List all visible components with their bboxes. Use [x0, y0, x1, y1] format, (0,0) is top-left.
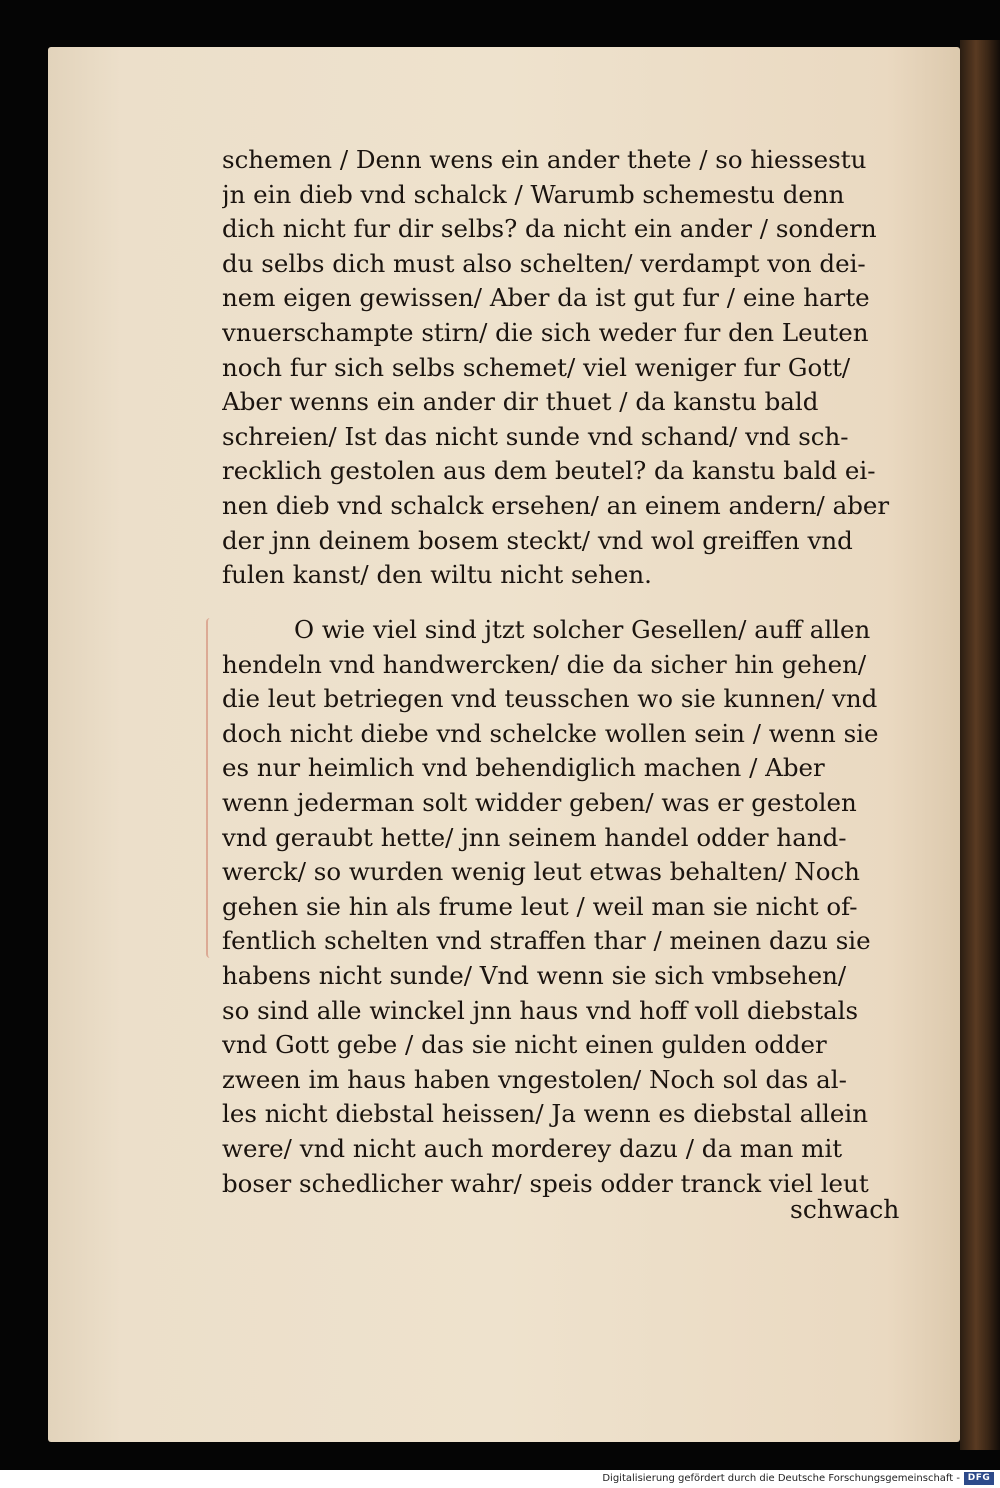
text-line: wenn jederman solt widder geben/ was er gestolen	[222, 787, 857, 817]
text-line: schreien/ Ist das nicht sunde vnd schand/ vnd sch-	[222, 421, 849, 451]
text-line: Aber wenns ein ander dir thuet / da kanstu bald	[222, 387, 819, 417]
text-line: fulen kanst/ den wiltu nicht sehen.	[222, 560, 652, 590]
paragraph-2	[222, 613, 922, 1201]
text-line: doch nicht diebe vnd schelcke wollen sein / wenn sie	[222, 718, 879, 748]
text-line: recklich gestolen aus dem beutel? da kanstu bald ei-	[222, 456, 876, 486]
paragraph-1	[222, 143, 922, 593]
text-line: vnd geraubt hette/ jnn seinem handel odder hand-	[222, 822, 847, 852]
text-line: were/ vnd nicht auch morderey dazu / da man mit	[222, 1133, 843, 1163]
catchword: schwach	[790, 1195, 900, 1224]
text-line: werck/ so wurden wenig leut etwas behalten/ Noch	[222, 857, 860, 887]
text-line: nen dieb vnd schalck ersehen/ an einem andern/ aber	[222, 490, 890, 520]
text-line: so sind alle winckel jnn haus vnd hoff voll diebstals	[222, 995, 859, 1025]
text-line: der jnn deinem bosem steckt/ vnd wol greiffen vnd	[222, 525, 853, 555]
text-line: schemen / Denn wens ein ander thete / so hiessestu	[222, 145, 867, 174]
text-line: habens nicht sunde/ Vnd wenn sie sich vmbsehen/	[222, 960, 847, 990]
footer-bar	[0, 1470, 1000, 1488]
text-line: gehen sie hin als frume leut / weil man sie nicht of-	[222, 891, 858, 921]
text-line: hendeln vnd handwercken/ die da sicher hin gehen/	[222, 649, 867, 679]
text-line: zween im haus haben vngestolen/ Noch sol das al-	[222, 1064, 847, 1094]
text-line: fentlich schelten vnd straffen thar / meinen dazu sie	[222, 926, 871, 956]
margin-annotation-mark	[206, 618, 214, 958]
text-line: vnd Gott gebe / das sie nicht einen gulden odder	[222, 1030, 827, 1060]
text-line: nem eigen gewissen/ Aber da ist gut fur / eine harte	[222, 283, 870, 313]
text-line: boser schedlicher wahr/ speis odder tranck viel leut	[222, 1168, 869, 1198]
text-line: die leut betriegen vnd teusschen wo sie kunnen/ vnd	[222, 684, 878, 714]
text-line: O wie viel sind jtzt solcher Gesellen/ auff allen	[294, 615, 871, 644]
text-line: les nicht diebstal heissen/ Ja wenn es diebstal allein	[222, 1099, 869, 1129]
text-line: vnuerschampte stirn/ die sich weder fur den Leuten	[222, 317, 869, 347]
text-line: es nur heimlich vnd behendiglich machen / Aber	[222, 753, 825, 783]
dfg-logo: DFG	[964, 1472, 994, 1485]
text-line: du selbs dich must also schelten/ verdampt von dei-	[222, 248, 866, 278]
book-spine-edge	[960, 40, 1000, 1450]
text-line: jn ein dieb vnd schalck / Warumb schemestu denn	[222, 179, 845, 209]
footer-credit: Digitalisierung gefördert durch die Deutsche Forschungsgemeinschaft -	[602, 1473, 960, 1484]
text-line: dich nicht fur dir selbs? da nicht ein ander / sondern	[222, 214, 877, 244]
text-line: noch fur sich selbs schemet/ viel weniger fur Gott/	[222, 352, 851, 382]
